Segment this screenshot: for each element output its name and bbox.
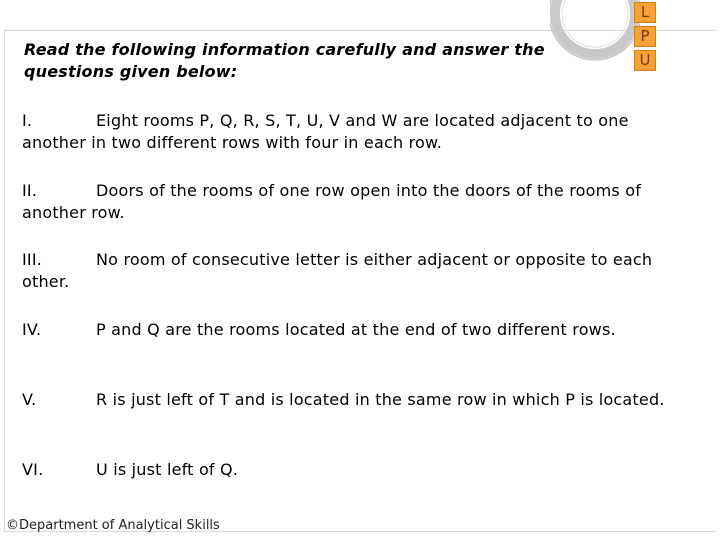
statement-number: V. xyxy=(22,390,37,409)
statement-1 xyxy=(22,110,672,154)
statement-6 xyxy=(22,459,672,481)
page-heading: Read the following information carefully and answer the questions given below: xyxy=(24,40,545,81)
statement-text: Eight rooms P, Q, R, S, T, U, V and W are located adjacent to one another in two different rows with four in each row. xyxy=(22,111,629,152)
statement-number: III. xyxy=(22,250,43,269)
statement-text: P and Q are the rooms located at the end of two different rows. xyxy=(96,320,616,339)
statement-number: I. xyxy=(22,111,33,130)
statement-3 xyxy=(22,249,672,293)
logo-letter-p: P xyxy=(634,26,656,47)
statement-number: IV. xyxy=(22,320,42,339)
statement-4 xyxy=(22,319,672,341)
statement-2 xyxy=(22,180,672,224)
statement-number: II. xyxy=(22,181,38,200)
statement-text: No room of consecutive letter is either adjacent or opposite to each other. xyxy=(22,250,653,291)
statement-text: U is just left of Q. xyxy=(96,460,239,479)
statement-text: R is just left of T and is located in the same row in which P is located. xyxy=(96,390,665,409)
lpu-logo xyxy=(634,2,658,74)
statement-5 xyxy=(22,389,672,411)
footer-copyright: ©Department of Analytical Skills xyxy=(6,518,220,533)
logo-letter-u: U xyxy=(634,50,656,71)
logo-letter-l: L xyxy=(634,2,656,23)
statement-number: VI. xyxy=(22,460,44,479)
statement-text: Doors of the rooms of one row open into the doors of the rooms of another row. xyxy=(22,181,642,222)
